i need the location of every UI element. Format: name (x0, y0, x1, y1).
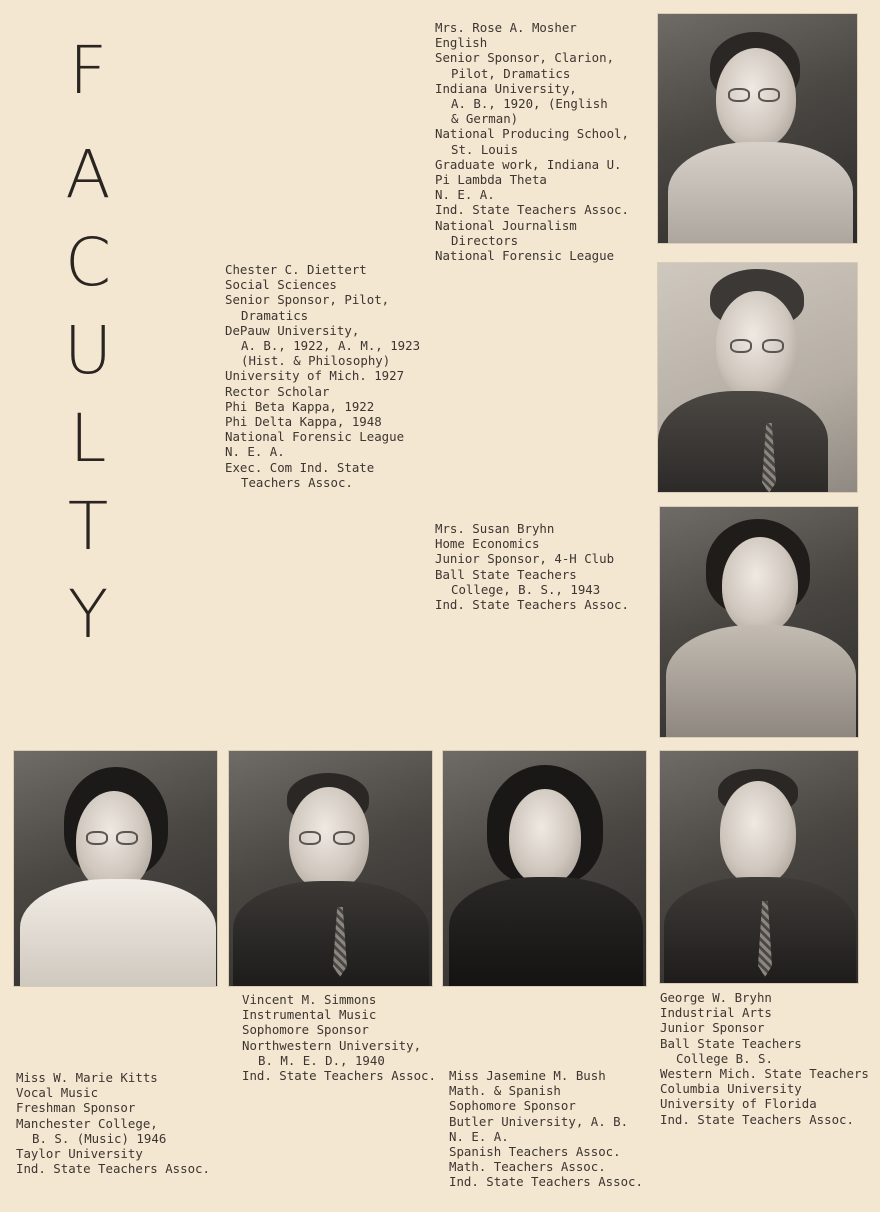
faculty-name: Mrs. Rose A. Mosher (435, 20, 577, 35)
faculty-bio-kitts (16, 1070, 210, 1176)
title-letter: F (69, 32, 107, 109)
bio-line: Ball State Teachers (660, 1035, 802, 1051)
bio-line: Butler University, A. B. (449, 1113, 629, 1129)
bio-line: Directors (451, 232, 519, 248)
bio-line: Phi Beta Kappa, 1922 (225, 398, 375, 414)
faculty-bio-bush (449, 1068, 643, 1190)
title-letter: L (69, 400, 107, 477)
portrait-mosher (657, 13, 858, 244)
faculty-bio-diettert (225, 262, 420, 490)
bio-line: Pilot, Dramatics (451, 65, 571, 81)
bio-line: National Forensic League (225, 429, 405, 445)
faculty-bio-g-bryhn (660, 990, 869, 1127)
title-letter: C (64, 224, 112, 301)
bio-line: College, B. S., 1943 (451, 581, 601, 597)
bio-line: Sophomore Sponsor (449, 1098, 576, 1114)
bio-line: Home Economics (435, 536, 540, 552)
bio-line: Ind. State Teachers Assoc. (449, 1174, 643, 1190)
bio-line: Manchester College, (16, 1115, 158, 1131)
bio-line: (Hist. & Philosophy) (241, 353, 391, 369)
bio-line: N. E. A. (435, 187, 495, 203)
bio-line: Dramatics (241, 307, 309, 323)
title-letter: T (67, 488, 109, 565)
portrait-kitts (13, 750, 218, 987)
bio-line: Rector Scholar (225, 383, 330, 399)
bio-line: Northwestern University, (242, 1037, 422, 1053)
bio-line: University of Mich. 1927 (225, 368, 405, 384)
bio-line: National Forensic League (435, 248, 615, 264)
title-letter: U (63, 312, 113, 389)
bio-line: Math. Teachers Assoc. (449, 1159, 606, 1175)
bio-line: Indiana University, (435, 80, 577, 96)
faculty-name: Chester C. Diettert (225, 262, 367, 277)
faculty-bio-mosher (435, 20, 629, 263)
bio-line: Exec. Com Ind. State (225, 459, 375, 475)
bio-line: Columbia University (660, 1081, 802, 1097)
bio-line: A. B., 1920, (English (451, 96, 608, 112)
bio-line: Ind. State Teachers Assoc. (660, 1111, 854, 1127)
faculty-name: Miss Jasemine M. Bush (449, 1068, 606, 1083)
bio-line: Ind. State Teachers Assoc. (242, 1068, 436, 1084)
bio-line: Graduate work, Indiana U. (435, 156, 622, 172)
title-letter: A (65, 136, 111, 213)
bio-line: B. M. E. D., 1940 (258, 1052, 385, 1068)
bio-line: DePauw University, (225, 322, 360, 338)
portrait-diettert (657, 262, 858, 493)
bio-line: National Journalism (435, 217, 577, 233)
bio-line: Ind. State Teachers Assoc. (16, 1161, 210, 1177)
faculty-name: Mrs. Susan Bryhn (435, 521, 555, 536)
bio-line: & German) (451, 111, 519, 127)
bio-line: Pi Lambda Theta (435, 172, 547, 188)
faculty-name: George W. Bryhn (660, 990, 772, 1005)
bio-line: National Producing School, (435, 126, 629, 142)
bio-line: Western Mich. State Teachers (660, 1066, 869, 1082)
bio-line: Ind. State Teachers Assoc. (435, 202, 629, 218)
title-letter: Y (67, 576, 109, 653)
bio-line: St. Louis (451, 141, 519, 157)
bio-line: Industrial Arts (660, 1005, 772, 1021)
portrait-s-bryhn (659, 506, 859, 738)
bio-line: University of Florida (660, 1096, 817, 1112)
bio-line: Social Sciences (225, 277, 337, 293)
bio-line: Junior Sponsor, 4-H Club (435, 551, 615, 567)
portrait-simmons (228, 750, 433, 987)
bio-line: Teachers Assoc. (241, 474, 353, 490)
bio-line: Senior Sponsor, Clarion, (435, 50, 615, 66)
bio-line: Math. & Spanish (449, 1083, 561, 1099)
faculty-bio-simmons (242, 992, 436, 1083)
bio-line: Freshman Sponsor (16, 1100, 136, 1116)
bio-line: Sophomore Sponsor (242, 1022, 369, 1038)
bio-line: Phi Delta Kappa, 1948 (225, 414, 382, 430)
portrait-bush (442, 750, 647, 987)
bio-line: Senior Sponsor, Pilot, (225, 292, 390, 308)
bio-line: A. B., 1922, A. M., 1923 (241, 338, 421, 354)
bio-line: Vocal Music (16, 1085, 99, 1101)
faculty-bio-s-bryhn (435, 521, 629, 612)
bio-line: English (435, 35, 488, 51)
bio-line: Taylor University (16, 1146, 143, 1162)
bio-line: Junior Sponsor (660, 1020, 765, 1036)
bio-line: B. S. (Music) 1946 (32, 1130, 167, 1146)
faculty-name: Vincent M. Simmons (242, 992, 377, 1007)
bio-line: Ind. State Teachers Assoc. (435, 597, 629, 613)
bio-line: N. E. A. (225, 444, 285, 460)
bio-line: Ball State Teachers (435, 566, 577, 582)
bio-line: Spanish Teachers Assoc. (449, 1144, 621, 1160)
faculty-name: Miss W. Marie Kitts (16, 1070, 158, 1085)
bio-line: Instrumental Music (242, 1007, 377, 1023)
bio-line: N. E. A. (449, 1128, 509, 1144)
bio-line: College B. S. (676, 1050, 773, 1066)
portrait-g-bryhn (659, 750, 859, 984)
